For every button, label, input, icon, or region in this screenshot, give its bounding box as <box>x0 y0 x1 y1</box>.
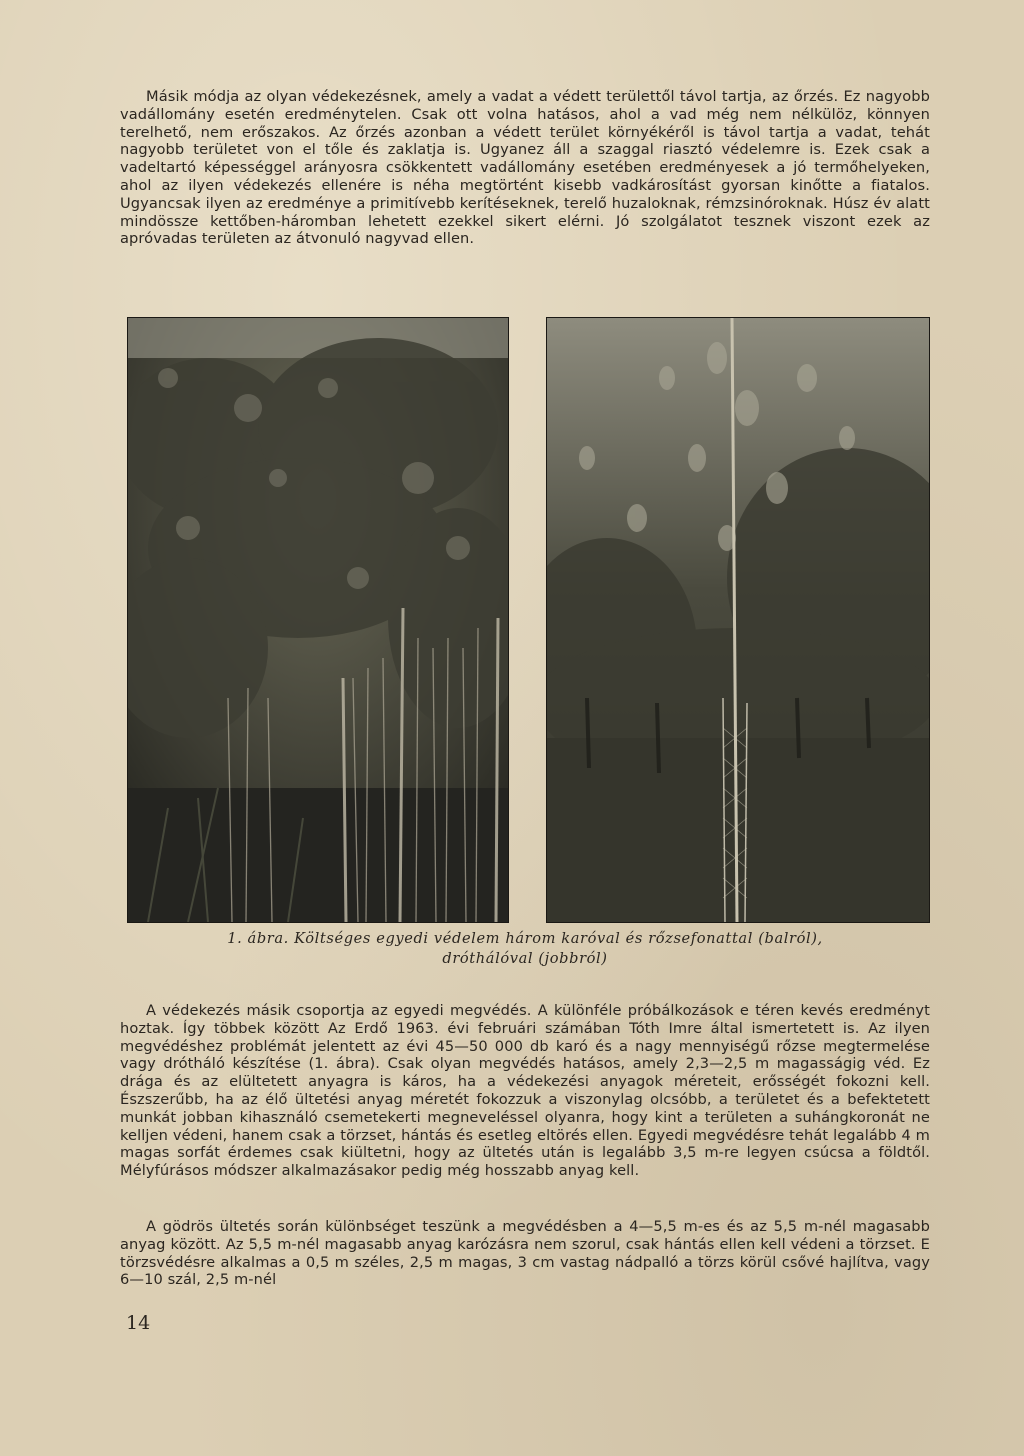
figure-caption-line-2: dróthálóval (jobbról) <box>442 950 608 967</box>
photo-right-illustration <box>547 318 929 922</box>
photo-wire-mesh-protection <box>546 317 930 923</box>
paragraph-pit-planting: A gödrös ültetés során különbséget teszünk a megvédésben a 4—5,5 m-es és az 5,5 m-nél magasabb anyag között. Az 5,5 m-nél magasabb anyag karózásra nem szorul, csak hántás ellen kell védeni a törzset. E törzsvédésre alkalmas a 0,5 m széles, 2,5 m magas, 3 cm vastag nádpalló a törzs körül csővé hajlítva, vagy 6—10 szál, 2,5 m-nél <box>120 1218 930 1289</box>
photo-stake-brushwood-protection <box>127 317 509 923</box>
figure-caption-line-1: 1. ábra. Költséges egyedi védelem három karóval és rőzsefonattal (balról), <box>227 930 823 947</box>
paragraph-individual-protection: A védekezés másik csoportja az egyedi megvédés. A különféle próbálkozások e téren kevés eredményt hoztak. Így többek között Az Erdő 1963. évi februári számában Tóth Imre által ismertetett is. Az ilyen megvédéshez problémát jelentett az évi 45—50 000 db karó és a nagy mennyiségű rőzse megtermelése vagy drótháló készítése (1. ábra). Csak olyan megvédés hatásos, amely 2,3—2,5 m magasságig véd. Ez drága és az elültetett anyagra is káros, ha a védekezési anyagok méreteit, erősségét fokozni kell. Észszerűbb, ha az élő ültetési anyag méretét fokozzuk a viszonylag olcsóbb, a területet és a befektetett munkát jobban kihasználó csemetekerti megneveléssel olyanra, hogy kint a területen a suhángkoronát ne kelljen védeni, hanem csak a törzset, hántás és esetleg eltörés ellen. Egyedi megvédésre tehát legalább 4 m magas sorfát érdemes csak kiültetni, hogy az ültetés után is legalább 3,5 m-re legyen csúcsa a földtől. Mélyfúrásos módszer alkalmazásakor pedig még hosszabb anyag kell. <box>120 1002 930 1180</box>
page-number: 14 <box>126 1312 151 1334</box>
figure-caption <box>120 929 930 969</box>
paragraph-guarding: Másik módja az olyan védekezésnek, amely a vadat a védett területtől távol tartja, az őrzés. Ez nagyobb vadállomány esetén eredménytelen. Csak ott volna hatásos, ahol a vad még nem nélkülöz, könnyen terelhető, nem erőszakos. Az őrzés azonban a védett terület környékéről is távol tartja a vadat, tehát nagyobb területet von el tőle és zaklatja is. Ugyanez áll a szaggal riasztó védelemre is. Ezek csak a vadeltartó képességgel arányosra csökkentett vadállomány esetében eredményesek a jó termőhelyeken, ahol az ilyen védekezés ellenére is néha megtörtént kisebb vadkárosítást gyorsan kinőtte a fiatalos. Ugyancsak ilyen az eredménye a primitívebb kerítéseknek, terelő huzaloknak, rémzsinóroknak. Húsz év alatt mindössze kettőben-háromban lehetett ezekkel sikert elérni. Jó szolgálatot tesznek viszont ezek az apróvadas területen az átvonuló nagyvad ellen. <box>120 88 930 248</box>
photo-left-illustration <box>128 318 508 922</box>
